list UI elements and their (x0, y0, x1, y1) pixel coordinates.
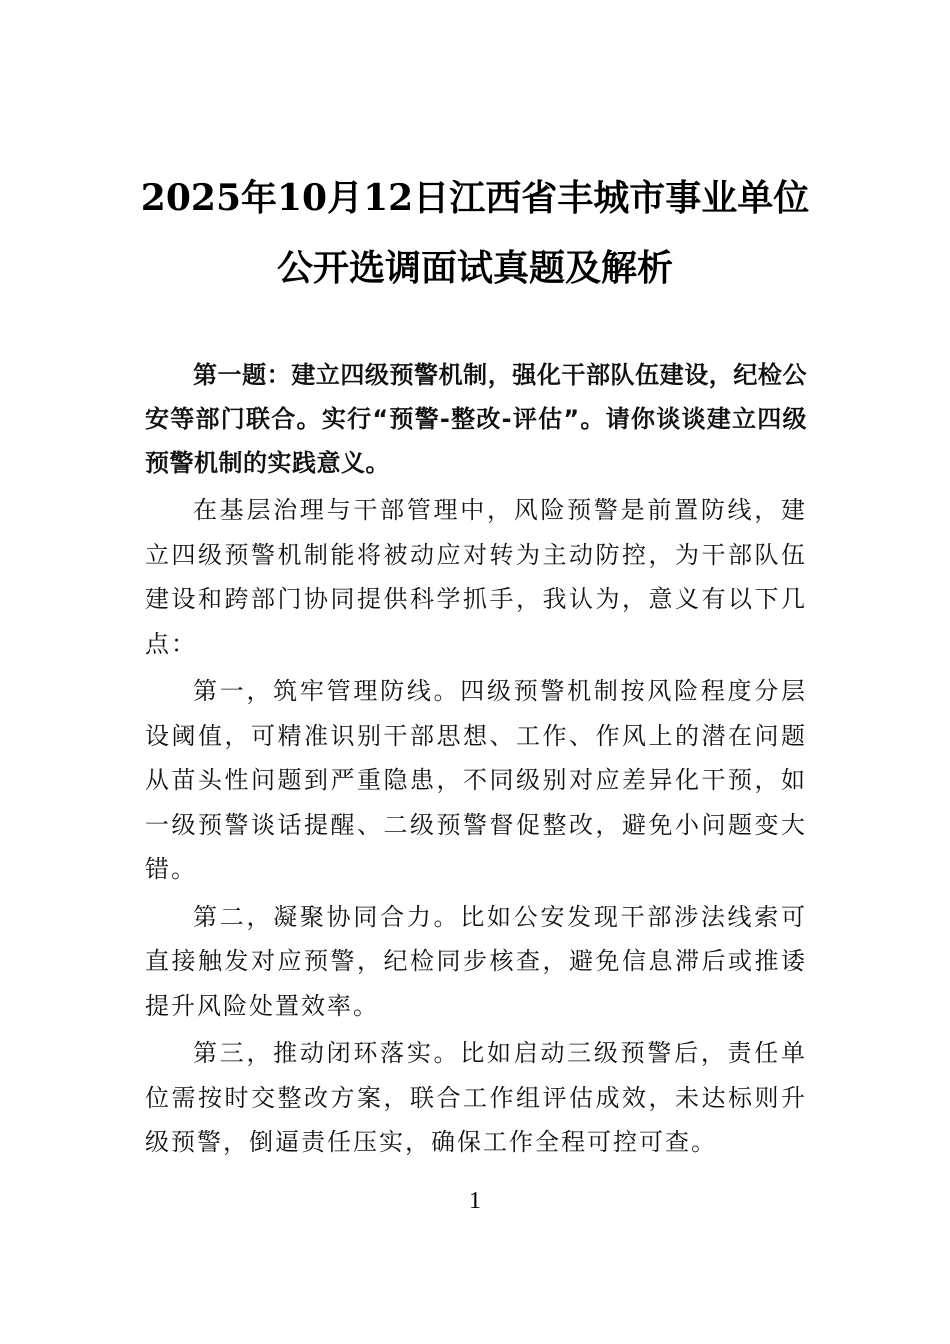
answer-point-1-paragraph: 第一，筑牢管理防线。四级预警机制按风险程度分层设阈值，可精准识别干部思想、工作、作风上的潜在问题从苗头性问题到严重隐患，不同级别对应差异化干预，如一级预警谈话提醒、二级预警督促整改，避免小问题变大错。 (145, 677, 807, 883)
answer-point-3-paragraph: 第三，推动闭环落实。比如启动三级预警后，责任单位需按时交整改方案，联合工作组评估成效，未达标则升级预警，倒逼责任压实，确保工作全程可控可查。 (145, 1039, 807, 1156)
document-title-line-2: 公开选调面试真题及解析 (276, 247, 673, 289)
answer-point-2-paragraph: 第二，凝聚协同合力。比如公安发现干部涉法线索可直接触发对应预警，纪检同步核查，避免信息滞后或推诿提升风险处置效率。 (145, 902, 807, 1020)
document-title-line-1: 2025年10月12日江西省丰城市事业单位 (140, 177, 810, 219)
answer-intro-paragraph: 在基层治理与干部管理中，风险预警是前置防线，建立四级预警机制能将被动应对转为主动防控，为干部队伍建设和跨部门协同提供科学抓手，我认为，意义有以下几点： (145, 496, 807, 658)
document-body (145, 353, 807, 1165)
page-number: 1 (469, 1188, 481, 1214)
question-paragraph: 第一题：建立四级预警机制，强化干部队伍建设，纪检公安等部门联合。实行“预警-整改-评估”。请你谈谈建立四级预警机制的实践意义。 (145, 361, 807, 477)
